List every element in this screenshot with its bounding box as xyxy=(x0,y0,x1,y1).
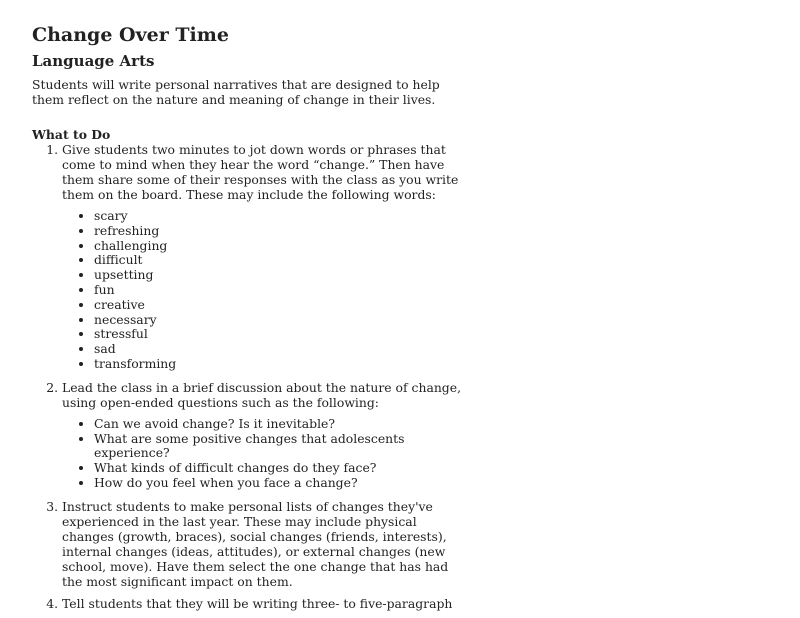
step-text: Instruct students to make personal lists of changes they've experienced in the last year. These may include physical changes (growth, braces), social changes (friends, interests), internal changes (ideas, attitudes), or external changes (new school, move). Have them select the one change that has had the most significant impact on them. xyxy=(62,498,449,589)
list-item: • fun xyxy=(94,283,462,298)
list-item: • necessary xyxy=(94,313,462,328)
list-item: • scary xyxy=(94,209,462,224)
list-item: • stressful xyxy=(94,327,462,342)
list-item: • How do you feel when you face a change? xyxy=(94,476,462,491)
list-item: • transforming xyxy=(94,357,462,372)
word-list xyxy=(62,209,462,372)
steps-list xyxy=(32,142,462,611)
step-item xyxy=(62,499,462,589)
list-item: • Can we avoid change? Is it inevitable? xyxy=(94,417,462,432)
document xyxy=(32,0,462,618)
subject-heading: Language Arts xyxy=(32,52,155,70)
list-item: • sad xyxy=(94,342,462,357)
page-title: Change Over Time xyxy=(32,24,229,46)
list-item: • challenging xyxy=(94,239,462,254)
step-text: Tell students that they will be writing three- to five-paragraph xyxy=(62,595,453,611)
list-item: • creative xyxy=(94,298,462,313)
intro-paragraph: Students will write personal narratives that are designed to help them reflect on the nature and meaning of change in their lives. xyxy=(32,77,440,107)
step-item xyxy=(62,142,462,372)
step-text: Lead the class in a brief discussion about the nature of change, using open-ended questions such as the following: xyxy=(62,379,462,410)
list-item: • difficult xyxy=(94,253,462,268)
step-item xyxy=(62,596,462,611)
step-item xyxy=(62,380,462,491)
question-list xyxy=(62,417,462,491)
step-text: Give students two minutes to jot down words or phrases that come to mind when they hear the word “change.” Then have them share some of their responses with the class as you write them on the board. These may include the following words: xyxy=(62,142,459,202)
list-item: • refreshing xyxy=(94,224,462,239)
list-item: • upsetting xyxy=(94,268,462,283)
list-item: • What kinds of difficult changes do they face? xyxy=(94,461,462,476)
list-item: • What are some positive changes that adolescents experience? xyxy=(94,432,462,462)
section-heading: What to Do xyxy=(32,127,111,142)
